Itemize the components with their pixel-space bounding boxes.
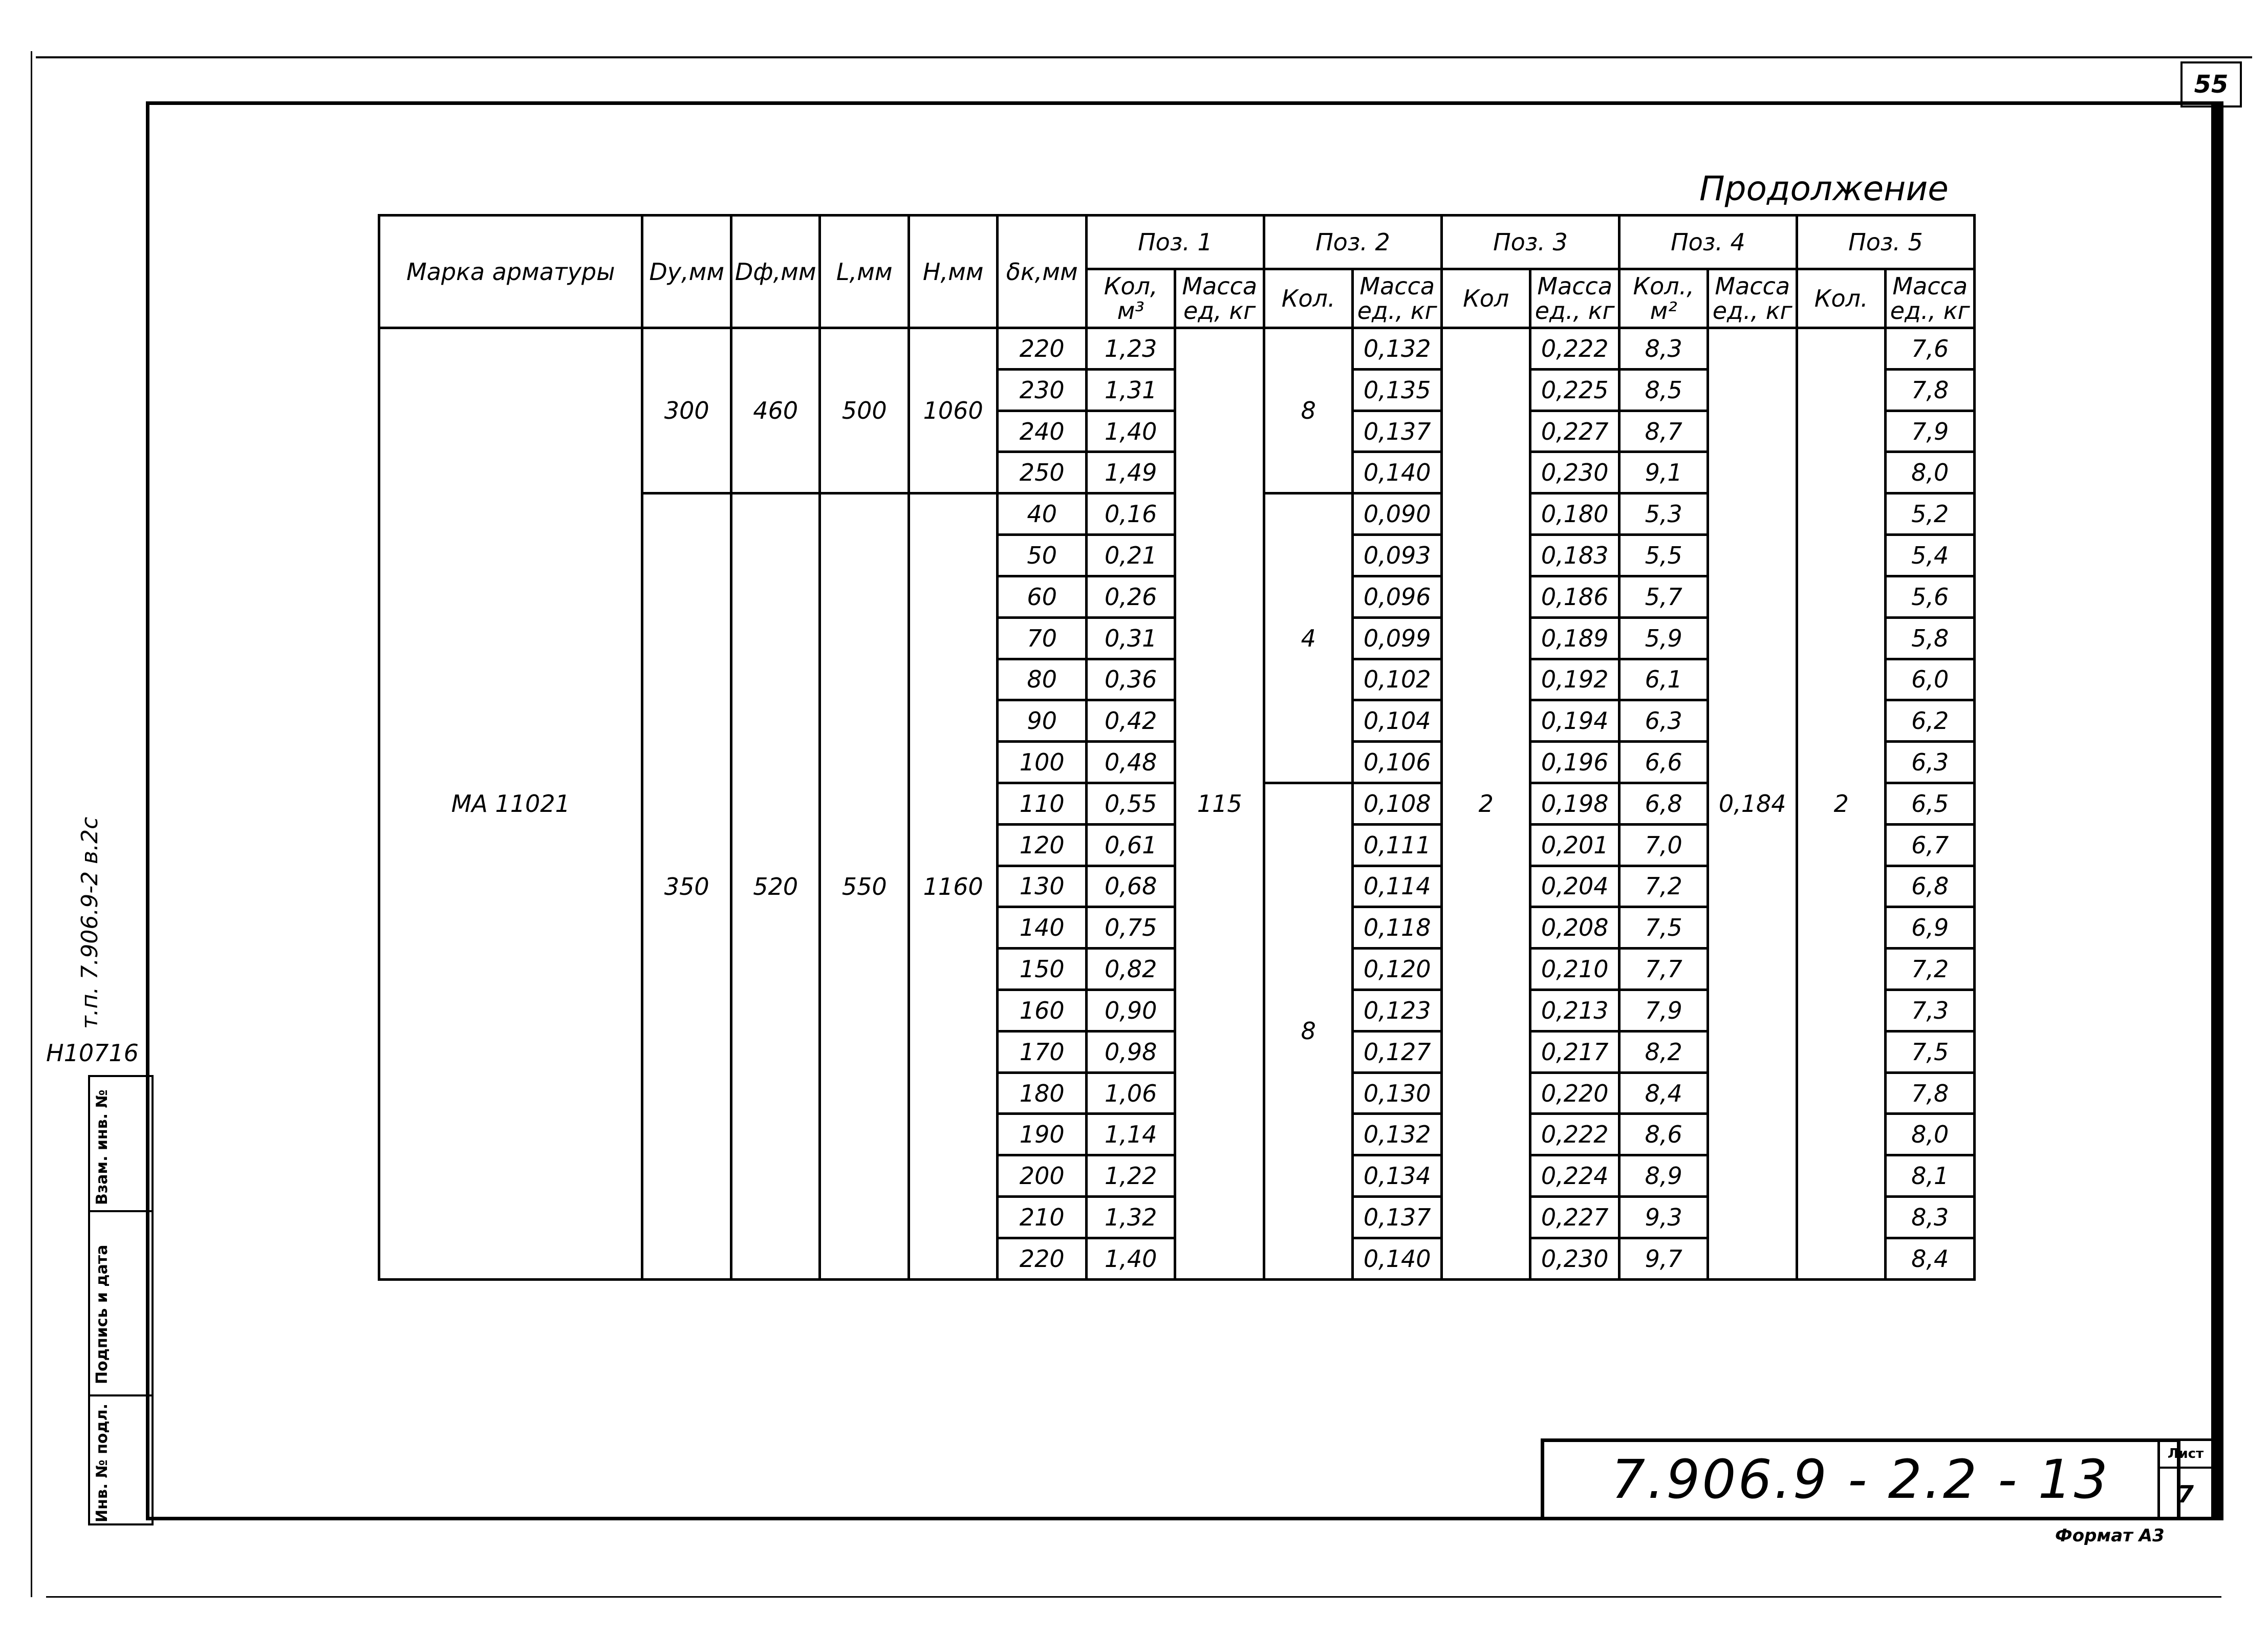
cell-pos4-qty: 9,7 [1619, 1238, 1708, 1279]
cell-dk: 120 [998, 824, 1087, 866]
cell-h: 1060 [909, 328, 998, 493]
header-pos2: Поз. 2 [1264, 216, 1441, 269]
cell-pos2-mass: 0,111 [1353, 824, 1442, 866]
cell-pos1-qty: 0,90 [1086, 990, 1175, 1031]
cell-pos3-mass: 0,189 [1530, 617, 1619, 659]
cell-dk: 130 [998, 866, 1087, 907]
cell-pos2-mass: 0,090 [1353, 493, 1442, 535]
document-code: 7.906.9 - 2.2 - 13 [1541, 1438, 2180, 1520]
header-pos5: Поз. 5 [1797, 216, 1974, 269]
header-pos1: Поз. 1 [1086, 216, 1264, 269]
cell-pos2-mass: 0,093 [1353, 535, 1442, 576]
cell-dk: 70 [998, 617, 1087, 659]
cell-pos1-qty: 0,82 [1086, 949, 1175, 990]
table-row [379, 328, 1975, 370]
cell-pos4-qty: 6,8 [1619, 783, 1708, 824]
cell-dk: 80 [998, 659, 1087, 700]
sheet-value: 7 [2177, 1480, 2194, 1508]
cell-pos5-mass: 5,8 [1886, 617, 1975, 659]
cell-pos5-mass: 7,9 [1886, 411, 1975, 452]
cell-pos4-mass: 0,184 [1708, 328, 1797, 1280]
cell-pos2-mass: 0,137 [1353, 411, 1442, 452]
cell-pos4-qty: 8,6 [1619, 1114, 1708, 1155]
cell-pos2-mass: 0,130 [1353, 1072, 1442, 1114]
cell-pos2-mass: 0,134 [1353, 1155, 1442, 1197]
cell-h: 1160 [909, 493, 998, 1280]
cell-pos1-qty: 1,14 [1086, 1114, 1175, 1155]
cell-pos3-mass: 0,224 [1530, 1155, 1619, 1197]
stamp-replace: Взам. инв. № [93, 1089, 111, 1205]
cell-pos3-mass: 0,227 [1530, 411, 1619, 452]
cell-pos4-qty: 6,1 [1619, 659, 1708, 700]
header-dk: δк,мм [998, 216, 1087, 328]
cell-pos2-mass: 0,127 [1353, 1031, 1442, 1072]
cell-pos4-qty: 5,7 [1619, 576, 1708, 617]
cell-pos5-mass: 6,5 [1886, 783, 1975, 824]
sheet-label: Лист [2160, 1441, 2211, 1469]
header-pos2-qty: Кол. [1264, 269, 1353, 328]
cell-pos5-mass: 7,2 [1886, 949, 1975, 990]
cell-pos3-mass: 0,225 [1530, 369, 1619, 411]
cell-pos4-qty: 7,5 [1619, 907, 1708, 949]
cell-pos5-mass: 5,4 [1886, 535, 1975, 576]
header-pos4: Поз. 4 [1619, 216, 1797, 269]
cell-pos1-mass: 115 [1175, 328, 1264, 1280]
cell-pos1-qty: 1,22 [1086, 1155, 1175, 1197]
cell-dk: 210 [998, 1197, 1087, 1238]
cell-pos1-qty: 1,32 [1086, 1197, 1175, 1238]
cell-pos3-mass: 0,186 [1530, 576, 1619, 617]
header-pos3: Поз. 3 [1441, 216, 1619, 269]
cell-pos2-mass: 0,140 [1353, 1238, 1442, 1279]
cell-pos3-mass: 0,198 [1530, 783, 1619, 824]
cell-dk: 90 [998, 700, 1087, 742]
cell-pos3-mass: 0,194 [1530, 700, 1619, 742]
cell-pos3-qty: 2 [1441, 328, 1530, 1280]
cell-pos4-qty: 8,4 [1619, 1072, 1708, 1114]
cell-pos4-qty: 5,5 [1619, 535, 1708, 576]
continued-label: Продолжение [1699, 169, 1949, 208]
cell-pos4-qty: 5,9 [1619, 617, 1708, 659]
format-label: Формат А3 [2055, 1525, 2165, 1546]
header-pos1-mass: Масса ед, кг [1175, 269, 1264, 328]
cell-pos3-mass: 0,230 [1530, 452, 1619, 493]
cell-pos1-qty: 0,26 [1086, 576, 1175, 617]
cell-pos4-qty: 6,6 [1619, 742, 1708, 783]
cell-pos3-mass: 0,210 [1530, 949, 1619, 990]
cell-pos2-mass: 0,108 [1353, 783, 1442, 824]
cell-pos1-qty: 0,98 [1086, 1031, 1175, 1072]
cell-pos3-mass: 0,180 [1530, 493, 1619, 535]
cell-pos2-mass: 0,102 [1353, 659, 1442, 700]
cell-dk: 180 [998, 1072, 1087, 1114]
cell-pos4-qty: 9,3 [1619, 1197, 1708, 1238]
cell-pos4-qty: 9,1 [1619, 452, 1708, 493]
cell-dk: 230 [998, 369, 1087, 411]
cell-dk: 60 [998, 576, 1087, 617]
cell-pos4-qty: 8,3 [1619, 328, 1708, 370]
cell-pos4-qty: 6,3 [1619, 700, 1708, 742]
cell-pos1-qty: 0,68 [1086, 866, 1175, 907]
cell-pos1-qty: 1,06 [1086, 1072, 1175, 1114]
cell-pos5-mass: 5,6 [1886, 576, 1975, 617]
stamp-inv-no: Инв. № подл. [93, 1403, 111, 1522]
cell-pos3-mass: 0,196 [1530, 742, 1619, 783]
header-pos3-qty: Кол [1441, 269, 1530, 328]
cell-pos2-mass: 0,104 [1353, 700, 1442, 742]
outer-frame-top [36, 56, 2252, 58]
header-pos5-qty: Кол. [1797, 269, 1886, 328]
cell-pos3-mass: 0,201 [1530, 824, 1619, 866]
cell-mark: МА 11021 [379, 328, 642, 1280]
cell-pos4-qty: 5,3 [1619, 493, 1708, 535]
cell-pos3-mass: 0,208 [1530, 907, 1619, 949]
cell-pos4-qty: 8,7 [1619, 411, 1708, 452]
cell-pos2-mass: 0,140 [1353, 452, 1442, 493]
cell-pos3-mass: 0,222 [1530, 1114, 1619, 1155]
cell-pos3-mass: 0,230 [1530, 1238, 1619, 1279]
cell-pos2-mass: 0,135 [1353, 369, 1442, 411]
cell-pos1-qty: 1,49 [1086, 452, 1175, 493]
cell-pos1-qty: 0,75 [1086, 907, 1175, 949]
cell-pos2-qty: 4 [1264, 493, 1353, 783]
cell-pos5-mass: 7,8 [1886, 369, 1975, 411]
cell-pos4-qty: 8,2 [1619, 1031, 1708, 1072]
cell-pos5-mass: 6,0 [1886, 659, 1975, 700]
cell-pos5-mass: 6,3 [1886, 742, 1975, 783]
cell-pos5-mass: 6,7 [1886, 824, 1975, 866]
cell-pos5-mass: 6,2 [1886, 700, 1975, 742]
cell-l: 550 [820, 493, 909, 1280]
cell-dph: 520 [731, 493, 820, 1280]
cell-pos3-mass: 0,213 [1530, 990, 1619, 1031]
cell-pos1-qty: 0,36 [1086, 659, 1175, 700]
cell-pos5-mass: 7,3 [1886, 990, 1975, 1031]
cell-dk: 170 [998, 1031, 1087, 1072]
outer-frame-bottom [46, 1596, 2221, 1598]
cell-dk: 220 [998, 1238, 1087, 1279]
cell-pos2-mass: 0,099 [1353, 617, 1442, 659]
sheet-box [2157, 1438, 2214, 1520]
cell-pos5-qty: 2 [1797, 328, 1886, 1280]
cell-pos4-qty: 7,9 [1619, 990, 1708, 1031]
inventory-number: Н10716 [46, 1039, 139, 1067]
cell-pos4-qty: 7,2 [1619, 866, 1708, 907]
cell-pos5-mass: 7,6 [1886, 328, 1975, 370]
cell-pos3-mass: 0,183 [1530, 535, 1619, 576]
cell-pos5-mass: 8,3 [1886, 1197, 1975, 1238]
cell-dy: 350 [642, 493, 731, 1280]
cell-dph: 460 [731, 328, 820, 493]
cell-dk: 40 [998, 493, 1087, 535]
cell-pos5-mass: 6,9 [1886, 907, 1975, 949]
header-mark: Марка арматуры [379, 216, 642, 328]
cell-pos4-qty: 7,0 [1619, 824, 1708, 866]
header-pos1-qty: Кол, м³ [1086, 269, 1175, 328]
sheet-corner-number: 55 [2180, 61, 2242, 107]
header-pos4-mass: Масса ед., кг [1708, 269, 1797, 328]
cell-pos3-mass: 0,217 [1530, 1031, 1619, 1072]
cell-pos4-qty: 7,7 [1619, 949, 1708, 990]
cell-pos2-qty: 8 [1264, 328, 1353, 493]
cell-dk: 160 [998, 990, 1087, 1031]
side-reference: т.п. 7.906.9-2 в.2с [77, 816, 103, 1029]
cell-dk: 110 [998, 783, 1087, 824]
cell-pos5-mass: 6,8 [1886, 866, 1975, 907]
cell-pos2-mass: 0,137 [1353, 1197, 1442, 1238]
cell-pos2-mass: 0,096 [1353, 576, 1442, 617]
cell-pos2-mass: 0,114 [1353, 866, 1442, 907]
cell-pos5-mass: 8,1 [1886, 1155, 1975, 1197]
cell-dk: 50 [998, 535, 1087, 576]
header-pos4-qty: Кол., м² [1619, 269, 1708, 328]
cell-dk: 100 [998, 742, 1087, 783]
cell-pos1-qty: 0,48 [1086, 742, 1175, 783]
cell-dk: 150 [998, 949, 1087, 990]
cell-pos1-qty: 1,31 [1086, 369, 1175, 411]
cell-pos3-mass: 0,220 [1530, 1072, 1619, 1114]
cell-pos5-mass: 8,4 [1886, 1238, 1975, 1279]
cell-dk: 140 [998, 907, 1087, 949]
cell-pos1-qty: 0,31 [1086, 617, 1175, 659]
cell-pos1-qty: 1,40 [1086, 1238, 1175, 1279]
outer-frame-left [31, 51, 32, 1597]
cell-pos5-mass: 8,0 [1886, 1114, 1975, 1155]
header-pos5-mass: Масса ед., кг [1886, 269, 1975, 328]
frame-right-bar [2211, 101, 2223, 1520]
cell-pos2-mass: 0,123 [1353, 990, 1442, 1031]
stamp-signature: Подпись и дата [93, 1244, 111, 1384]
header-pos3-mass: Масса ед., кг [1530, 269, 1619, 328]
cell-pos1-qty: 1,40 [1086, 411, 1175, 452]
cell-pos5-mass: 7,5 [1886, 1031, 1975, 1072]
specification-table [378, 214, 1976, 1281]
cell-dk: 200 [998, 1155, 1087, 1197]
cell-pos1-qty: 0,21 [1086, 535, 1175, 576]
header-h: H,мм [909, 216, 998, 328]
cell-pos1-qty: 0,61 [1086, 824, 1175, 866]
cell-pos2-mass: 0,118 [1353, 907, 1442, 949]
cell-pos5-mass: 7,8 [1886, 1072, 1975, 1114]
header-dph: Dф,мм [731, 216, 820, 328]
cell-pos2-mass: 0,132 [1353, 328, 1442, 370]
header-pos2-mass: Масса ед., кг [1353, 269, 1442, 328]
cell-dk: 240 [998, 411, 1087, 452]
cell-pos1-qty: 0,16 [1086, 493, 1175, 535]
cell-dy: 300 [642, 328, 731, 493]
cell-pos3-mass: 0,227 [1530, 1197, 1619, 1238]
approval-stamp [88, 1075, 154, 1525]
cell-pos2-mass: 0,132 [1353, 1114, 1442, 1155]
cell-dk: 250 [998, 452, 1087, 493]
header-dy: Dу,мм [642, 216, 731, 328]
cell-pos3-mass: 0,204 [1530, 866, 1619, 907]
cell-pos3-mass: 0,192 [1530, 659, 1619, 700]
cell-pos5-mass: 8,0 [1886, 452, 1975, 493]
cell-l: 500 [820, 328, 909, 493]
cell-pos1-qty: 0,55 [1086, 783, 1175, 824]
cell-pos3-mass: 0,222 [1530, 328, 1619, 370]
cell-pos4-qty: 8,5 [1619, 369, 1708, 411]
cell-dk: 220 [998, 328, 1087, 370]
cell-pos2-mass: 0,106 [1353, 742, 1442, 783]
cell-dk: 190 [998, 1114, 1087, 1155]
cell-pos5-mass: 5,2 [1886, 493, 1975, 535]
cell-pos4-qty: 8,9 [1619, 1155, 1708, 1197]
cell-pos2-mass: 0,120 [1353, 949, 1442, 990]
cell-pos2-qty: 8 [1264, 783, 1353, 1279]
cell-pos1-qty: 1,23 [1086, 328, 1175, 370]
cell-pos1-qty: 0,42 [1086, 700, 1175, 742]
header-l: L,мм [820, 216, 909, 328]
